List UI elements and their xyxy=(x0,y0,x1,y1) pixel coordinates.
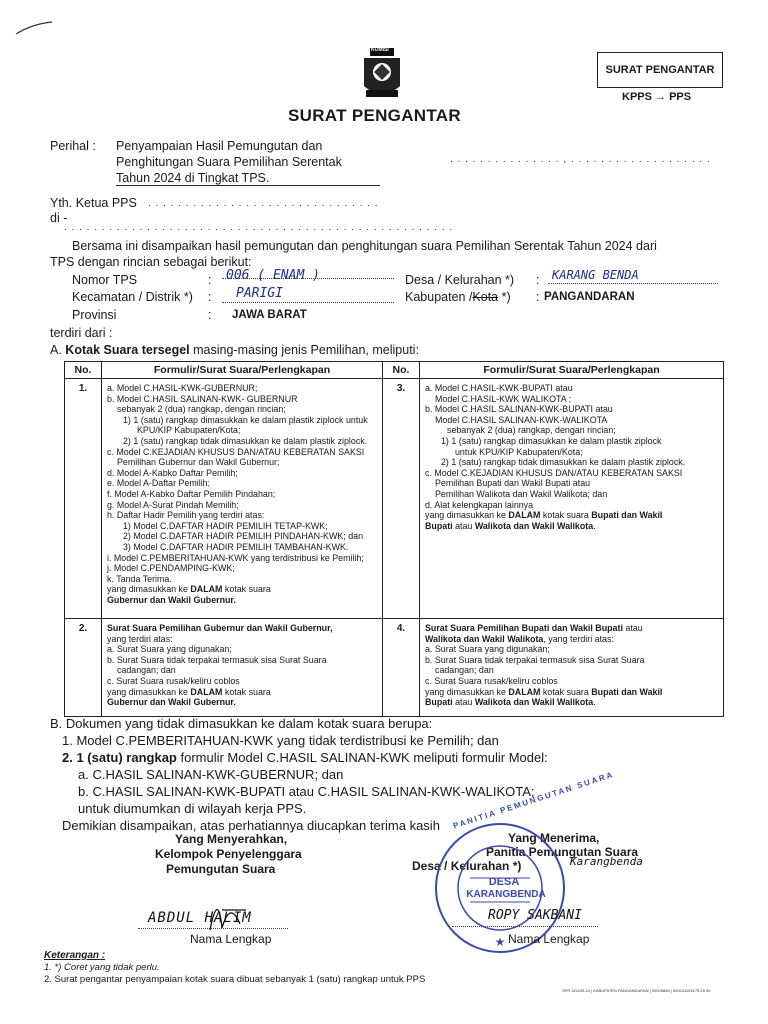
sign-left-l3: Pemungutan Suara xyxy=(166,862,276,876)
list-item: b. Surat Suara tidak terpakai termasuk sisa Surat Suara xyxy=(107,654,327,665)
col-form-2: Formulir/Surat Suara/Perlengkapan xyxy=(420,362,724,379)
section-b-item2 xyxy=(62,750,548,765)
text-span: DALAM xyxy=(508,510,541,521)
text-span: DALAM xyxy=(190,686,223,697)
sign-right-dots xyxy=(452,926,598,927)
keterangan-title: Keterangan : xyxy=(44,950,106,961)
pen-scratch-mark xyxy=(14,18,54,38)
text-span: Walikota dan Wakil Walikota xyxy=(425,633,544,644)
kecamatan-dots xyxy=(222,302,394,303)
list-item: Surat Suara Pemilihan Gubernur dan Wakil Gubernur, xyxy=(107,623,333,633)
list-item xyxy=(425,521,718,532)
list-item: KPU/KIP Kabupaten/Kota; xyxy=(137,425,241,436)
list-item: c. Model C.KEJADIAN KHUSUS DAN/ATAU KEBERATAN SAKSI xyxy=(425,467,683,478)
text-span: kotak suara xyxy=(540,510,592,521)
stamp-inner-2: KARANGBENDA xyxy=(466,889,546,900)
kpu-logo xyxy=(360,46,404,102)
text-span: Walikota dan Wakil Walikota xyxy=(474,520,594,531)
sign-right-l3-value: Karangbenda xyxy=(570,855,643,868)
col-no-1: No. xyxy=(65,362,102,379)
perihal-line2: Penghitungan Suara Pemilihan Serentak xyxy=(116,155,342,169)
list-item: yang terdiri atas: xyxy=(107,633,173,644)
yth-dots1: . . . . . . . . . . . . . . . . . . . . . . . . . . . . . . . xyxy=(148,198,379,209)
section-b-item1: 1. Model C.PEMBERITAHUAN-KWK yang tidak terdistribusi ke Pemilih; dan xyxy=(62,733,499,748)
kabupaten-label-wrap xyxy=(405,290,511,304)
list-item: a. Surat Suara yang digunakan; xyxy=(107,644,232,655)
list-item: 1) 1 (satu) rangkap dimasukkan ke dalam plastik ziplock untuk xyxy=(123,414,368,425)
text-span: yang dimasukkan ke xyxy=(425,686,509,697)
list-item: 1) 1 (satu) rangkap dimasukkan ke dalam plastik ziplock xyxy=(441,435,662,446)
list-item xyxy=(425,634,718,645)
stamp-inner-1: DESA xyxy=(488,876,520,888)
text-span: kotak suara xyxy=(222,686,271,697)
yth-line2: di - xyxy=(50,211,68,225)
row-number: 2. xyxy=(65,619,102,717)
page-title: SURAT PENGANTAR xyxy=(288,106,461,125)
sign-right-name-label: Nama Lengkap xyxy=(508,932,590,946)
section-a-heading xyxy=(50,343,419,357)
list-item: g. Model A-Surat Pindah Memilih; xyxy=(107,499,239,510)
svg-text:★: ★ xyxy=(494,935,506,949)
list-item xyxy=(107,584,377,595)
kecamatan-colon: : xyxy=(208,290,212,304)
nomor-tps-value: 006 ( ENAM ) xyxy=(226,268,320,283)
section-b-item2b: b. C.HASIL SALINAN-KWK-BUPATI atau C.HASIL SALINAN-KWK-WALIKOTA; xyxy=(78,784,535,799)
list-item xyxy=(107,687,377,698)
kota-struck: Kota xyxy=(472,290,499,304)
list-item: Gubernur dan Wakil Gubernur. xyxy=(107,594,236,605)
desa-label: Desa / Kelurahan *) xyxy=(405,273,515,287)
list-item: a. Model C.HASIL-KWK-GUBERNUR; xyxy=(107,383,258,393)
sign-left-name-label: Nama Lengkap xyxy=(190,932,272,946)
list-item: 3) Model C.DAFTAR HADIR PEMILIH TAMBAHAN-KWK. xyxy=(123,541,349,552)
sign-right-l1: Yang Menerima, xyxy=(508,831,600,845)
keterangan-1: 1. *) Coret yang tidak perlu. xyxy=(44,962,160,973)
section-b-item2c: untuk diumumkan di wilayah kerja PPS. xyxy=(78,801,307,816)
desa-colon: : xyxy=(536,273,540,287)
desa-dots xyxy=(548,283,718,284)
provinsi-label: Provinsi xyxy=(72,308,117,322)
kabupaten-value: PANGANDARAN xyxy=(544,291,635,303)
text-span: atau xyxy=(622,623,643,633)
text-span: kotak suara xyxy=(222,584,271,595)
list-item: j. Model C.PENDAMPING-KWK; xyxy=(107,563,235,574)
sign-left-l1: Yang Menyerahkan, xyxy=(175,832,288,846)
text-span: yang dimasukkan ke xyxy=(425,510,509,521)
list-item: Pemilihan Gubernur dan Wakil Gubernur; xyxy=(117,457,280,468)
col-no-2: No. xyxy=(383,362,420,379)
list-item: k. Tanda Terima. xyxy=(107,573,172,584)
logo-text-top: KOMISI xyxy=(371,47,389,53)
text-span: Surat Suara Pemilihan Bupati dan Wakil Bupati xyxy=(425,623,623,633)
kabupaten-colon: : xyxy=(536,290,540,304)
list-item: 2) 1 (satu) rangkap tidak dimasukkan ke dalam plastik ziplock. xyxy=(441,457,686,468)
section-b-item2-rest: formulir Model C.HASIL SALINAN-KWK meliputi formulir Model: xyxy=(176,750,548,765)
text-span: atau xyxy=(452,520,475,531)
list-item: 2) Model C.DAFTAR HADIR PEMILIH PINDAHAN-KWK; dan xyxy=(123,531,364,542)
list-item: c. Model C.KEJADIAN KHUSUS DAN/ATAU KEBERATAN SAKSI xyxy=(107,446,365,457)
closing-text: Demikian disampaikan, atas perhatiannya diucapkan terima kasih xyxy=(62,818,440,833)
section-b-item2-bold: 2. 1 (satu) rangkap xyxy=(62,750,177,765)
nomor-tps-dots xyxy=(222,278,394,279)
stamp-ring-text: PANITIA PEMUNGUTAN SUARA xyxy=(452,769,616,831)
list-item: i. Model C.PEMBERITAHUAN-KWK yang terdistribusi ke Pemilih; xyxy=(107,552,364,563)
perihal-label: Perihal : xyxy=(50,139,96,153)
list-item: Model C.HASIL-KWK WALIKOTA ; xyxy=(435,393,572,404)
list-item: 1) Model C.DAFTAR HADIR PEMILIH TETAP-KWK; xyxy=(123,520,328,531)
section-a-rest: masing-masing jenis Pemilihan, meliputi: xyxy=(189,343,419,357)
list-item: b. Model C.HASIL SALINAN-KWK-BUPATI atau xyxy=(425,404,613,415)
text-span: atau xyxy=(452,697,475,708)
row-number: 3. xyxy=(383,379,420,619)
route-label: KPPS → PPS xyxy=(622,91,692,103)
intro-line1: Bersama ini disampaikan hasil pemungutan dan penghitungan suara Pemilihan Serentak Tahun 2024 dari xyxy=(72,239,657,253)
row3-content xyxy=(420,379,724,619)
nomor-tps-colon: : xyxy=(208,273,212,287)
place-date-dots: . . . . . . . . . . . . . . . , . . . . . . . . . . . . . . . . . . . xyxy=(450,154,711,165)
sign-left-l2: Kelompok Penyelenggara xyxy=(155,847,302,861)
row-number: 1. xyxy=(65,379,102,619)
sign-right-handwritten: ROPY SAKBANI xyxy=(488,908,582,923)
row-number: 4. xyxy=(383,619,420,717)
perihal-underline xyxy=(116,185,380,186)
table-header-row xyxy=(65,362,724,379)
contents-table xyxy=(64,361,724,717)
list-item: d. Alat kelengkapan lainnya xyxy=(425,499,534,510)
text-span: Bupati dan Wakil xyxy=(591,686,663,697)
perihal-line1: Penyampaian Hasil Pemungutan dan xyxy=(116,139,323,153)
list-item: untuk KPU/KIP Kabupaten/Kota; xyxy=(455,446,583,457)
list-item: a. Surat Suara yang digunakan; xyxy=(425,644,550,655)
list-item: 2) 1 (satu) rangkap tidak dimasukkan ke dalam plastik ziplock. xyxy=(123,435,368,446)
terdiri-label: terdiri dari : xyxy=(50,326,113,340)
text-span: Walikota dan Wakil Walikota xyxy=(474,697,594,708)
list-item: h. Daftar Hadir Pemilih yang terdiri atas: xyxy=(107,510,265,521)
text-span: . xyxy=(593,697,596,708)
list-item: Model C.HASIL SALINAN-KWK-WALIKOTA xyxy=(435,414,608,425)
row2-content xyxy=(102,619,383,717)
row1-content xyxy=(102,379,383,619)
section-a-prefix: A. xyxy=(50,343,62,357)
text-span: DALAM xyxy=(508,686,541,697)
text-span: kotak suara xyxy=(540,686,592,697)
list-item: sebanyak 2 (dua) rangkap, dengan rincian; xyxy=(117,404,286,415)
sign-left-handwritten: ABDUL HALIM xyxy=(148,910,252,926)
list-item: b. Model C.HASIL SALINAN-KWK- GUBERNUR xyxy=(107,393,298,404)
list-item: f. Model A-Kabko Daftar Pemilih Pindahan; xyxy=(107,488,276,499)
list-item: c. Surat Suara rusak/keliru coblos xyxy=(107,675,240,686)
text-span: DALAM xyxy=(190,584,223,595)
table-row xyxy=(65,379,724,619)
header-box xyxy=(597,52,723,88)
text-span: . xyxy=(593,520,596,531)
text-span: Bupati xyxy=(425,697,453,708)
section-b-item2a: a. C.HASIL SALINAN-KWK-GUBERNUR; dan xyxy=(78,767,344,782)
provinsi-value: JAWA BARAT xyxy=(232,309,307,321)
row4-content xyxy=(420,619,724,717)
signature-scribble xyxy=(200,880,260,940)
table-row xyxy=(65,619,724,717)
list-item: cadangan; dan xyxy=(435,665,494,676)
list-item: e. Model A-Daftar Pemilih; xyxy=(107,478,211,489)
list-item: Pemilihan Walikota dan Wakil Walikota; dan xyxy=(435,488,608,499)
header-box-label: SURAT PENGANTAR xyxy=(605,64,715,76)
kecamatan-value: PARIGI xyxy=(236,286,283,301)
yth-dots2: . . . . . . . . . . . . . . . . . . . . . . . . . . . . . . . . . . . . . . . . . . . . . . . . . . . . xyxy=(64,222,454,233)
keterangan-2: 2. Surat pengantar penyampaian kotak suara dibuat sebanyak 1 (satu) rangkap untuk PPS xyxy=(44,974,426,985)
section-b-title: B. Dokumen yang tidak dimasukkan ke dalam kotak suara berupa: xyxy=(50,716,433,731)
list-item: Pemilihan Bupati dan Wakil Bupati atau xyxy=(435,478,591,489)
list-item xyxy=(425,697,718,708)
sign-right-l2: Panitia Pemungutan Suara xyxy=(486,845,639,859)
perihal-line3: Tahun 2024 di Tingkat TPS. xyxy=(116,171,270,185)
nomor-tps-label: Nomor TPS xyxy=(72,273,138,287)
text-span: Bupati dan Wakil xyxy=(591,510,663,521)
list-item: d. Model A-Kabko Daftar Pemilih; xyxy=(107,467,238,478)
col-form-1: Formulir/Surat Suara/Perlengkapan xyxy=(102,362,383,379)
text-span: yang dimasukkan ke xyxy=(107,584,191,595)
intro-line2: TPS dengan rincian sebagai berikut: xyxy=(50,255,252,269)
yth-line1: Yth. Ketua PPS xyxy=(50,196,137,210)
footer-code: SPR 321105.24 | KABUPATEN PANGANDARAN | 00026848 | 020241104175.25.49 xyxy=(562,988,711,993)
text-span: Bupati xyxy=(425,520,453,531)
desa-value: KARANG BENDA xyxy=(552,268,639,282)
kecamatan-label: Kecamatan / Distrik *) xyxy=(72,290,193,304)
kabupaten-suffix: *) xyxy=(498,290,511,304)
kabupaten-label: Kabupaten / xyxy=(405,290,473,304)
list-item: c. Surat Suara rusak/keliru coblos xyxy=(425,675,558,686)
sign-right-l3: Desa / Kelurahan *) xyxy=(412,859,522,873)
provinsi-colon: : xyxy=(208,308,212,322)
list-item: cadangan; dan xyxy=(117,665,176,676)
list-item xyxy=(425,510,718,521)
list-item: sebanyak 2 (dua) rangkap, dengan rincian; xyxy=(447,425,616,436)
list-item: b. Surat Suara tidak terpakai termasuk sisa Surat Suara xyxy=(425,654,645,665)
text-span: , yang terdiri atas: xyxy=(543,633,614,644)
list-item xyxy=(425,687,718,698)
list-item: Gubernur dan Wakil Gubernur. xyxy=(107,697,236,708)
list-item xyxy=(425,623,718,634)
text-span: yang dimasukkan ke xyxy=(107,686,191,697)
list-item: a. Model C.HASIL-KWK-BUPATI atau xyxy=(425,383,573,393)
section-a-bold: Kotak Suara tersegel xyxy=(65,343,190,357)
